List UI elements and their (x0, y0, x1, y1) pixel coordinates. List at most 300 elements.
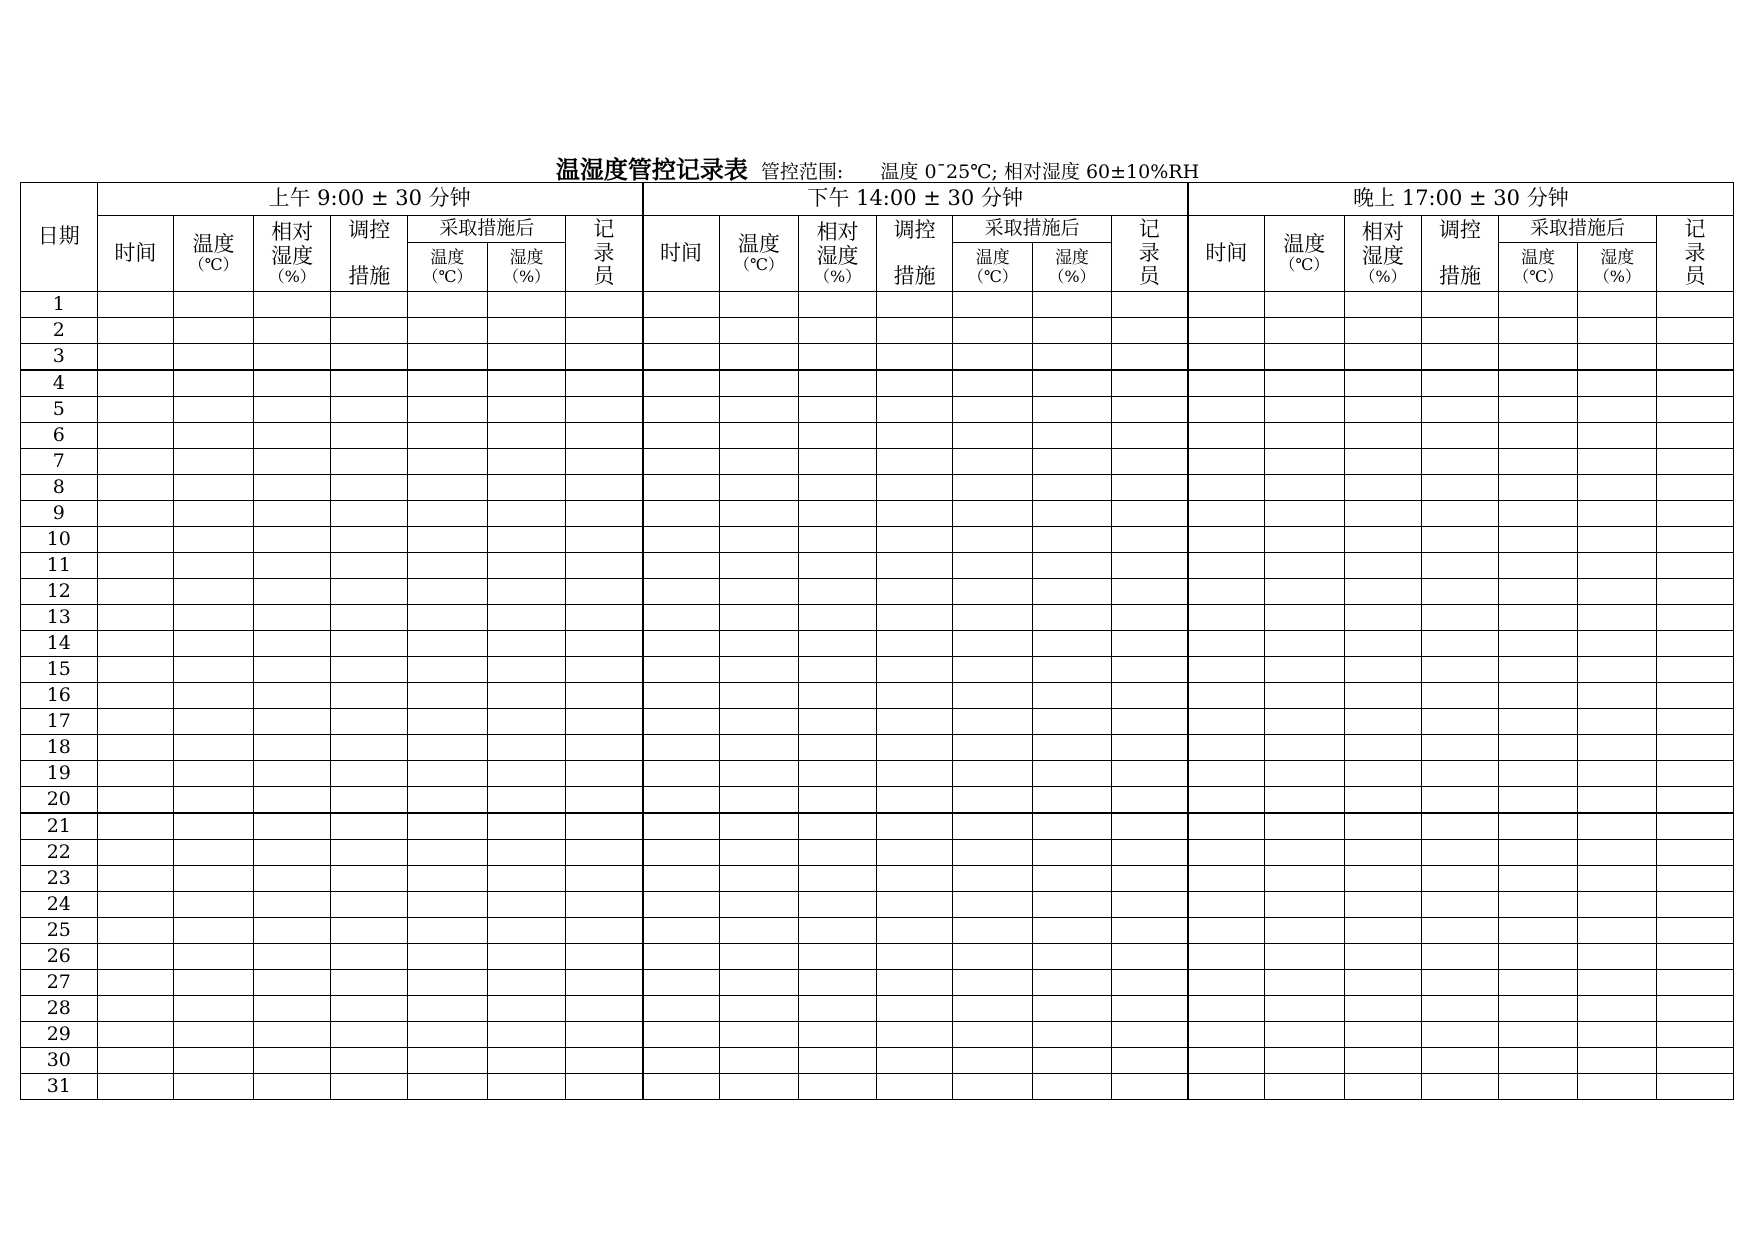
entry-cell[interactable] (1264, 605, 1344, 631)
entry-cell[interactable] (1264, 944, 1344, 970)
entry-cell[interactable] (487, 605, 566, 631)
entry-cell[interactable] (1188, 553, 1265, 579)
entry-cell[interactable] (876, 683, 953, 709)
entry-cell[interactable] (1111, 449, 1188, 475)
entry-cell[interactable] (876, 318, 953, 344)
entry-cell[interactable] (174, 397, 254, 423)
entry-cell[interactable] (1264, 683, 1344, 709)
entry-cell[interactable] (408, 423, 488, 449)
entry-cell[interactable] (1188, 840, 1265, 866)
entry-cell[interactable] (953, 475, 1033, 501)
entry-cell[interactable] (1578, 579, 1657, 605)
entry-cell[interactable] (331, 344, 408, 371)
entry-cell[interactable] (1033, 944, 1112, 970)
entry-cell[interactable] (566, 709, 643, 735)
entry-cell[interactable] (1657, 813, 1734, 840)
entry-cell[interactable] (953, 292, 1033, 318)
entry-cell[interactable] (331, 1048, 408, 1074)
entry-cell[interactable] (566, 918, 643, 944)
entry-cell[interactable] (643, 397, 720, 423)
entry-cell[interactable] (1498, 918, 1578, 944)
entry-cell[interactable] (876, 944, 953, 970)
entry-cell[interactable] (331, 996, 408, 1022)
entry-cell[interactable] (643, 709, 720, 735)
entry-cell[interactable] (643, 292, 720, 318)
entry-cell[interactable] (876, 475, 953, 501)
entry-cell[interactable] (953, 866, 1033, 892)
entry-cell[interactable] (1657, 553, 1734, 579)
entry-cell[interactable] (1344, 866, 1422, 892)
entry-cell[interactable] (953, 840, 1033, 866)
entry-cell[interactable] (1422, 318, 1499, 344)
entry-cell[interactable] (1578, 709, 1657, 735)
entry-cell[interactable] (331, 423, 408, 449)
entry-cell[interactable] (487, 1048, 566, 1074)
entry-cell[interactable] (876, 631, 953, 657)
entry-cell[interactable] (1422, 553, 1499, 579)
entry-cell[interactable] (1033, 423, 1112, 449)
entry-cell[interactable] (174, 344, 254, 371)
entry-cell[interactable] (408, 605, 488, 631)
entry-cell[interactable] (174, 761, 254, 787)
entry-cell[interactable] (799, 892, 877, 918)
entry-cell[interactable] (566, 761, 643, 787)
entry-cell[interactable] (487, 787, 566, 814)
entry-cell[interactable] (1188, 709, 1265, 735)
entry-cell[interactable] (408, 475, 488, 501)
entry-cell[interactable] (719, 631, 799, 657)
entry-cell[interactable] (1578, 370, 1657, 397)
entry-cell[interactable] (1498, 292, 1578, 318)
entry-cell[interactable] (1422, 292, 1499, 318)
entry-cell[interactable] (408, 892, 488, 918)
entry-cell[interactable] (1344, 553, 1422, 579)
entry-cell[interactable] (876, 1074, 953, 1100)
entry-cell[interactable] (719, 423, 799, 449)
entry-cell[interactable] (566, 292, 643, 318)
entry-cell[interactable] (253, 1022, 331, 1048)
entry-cell[interactable] (1264, 1048, 1344, 1074)
entry-cell[interactable] (1578, 318, 1657, 344)
entry-cell[interactable] (1344, 631, 1422, 657)
entry-cell[interactable] (331, 787, 408, 814)
entry-cell[interactable] (643, 1074, 720, 1100)
entry-cell[interactable] (1111, 605, 1188, 631)
entry-cell[interactable] (1033, 683, 1112, 709)
entry-cell[interactable] (408, 397, 488, 423)
entry-cell[interactable] (331, 813, 408, 840)
entry-cell[interactable] (174, 735, 254, 761)
entry-cell[interactable] (719, 397, 799, 423)
entry-cell[interactable] (253, 318, 331, 344)
entry-cell[interactable] (566, 735, 643, 761)
entry-cell[interactable] (876, 1022, 953, 1048)
entry-cell[interactable] (643, 370, 720, 397)
entry-cell[interactable] (1578, 605, 1657, 631)
entry-cell[interactable] (253, 787, 331, 814)
entry-cell[interactable] (566, 813, 643, 840)
entry-cell[interactable] (1657, 605, 1734, 631)
entry-cell[interactable] (331, 370, 408, 397)
entry-cell[interactable] (566, 1048, 643, 1074)
entry-cell[interactable] (799, 787, 877, 814)
entry-cell[interactable] (408, 970, 488, 996)
entry-cell[interactable] (566, 1074, 643, 1100)
entry-cell[interactable] (331, 709, 408, 735)
entry-cell[interactable] (253, 501, 331, 527)
entry-cell[interactable] (1033, 918, 1112, 944)
entry-cell[interactable] (97, 292, 174, 318)
entry-cell[interactable] (953, 787, 1033, 814)
entry-cell[interactable] (1657, 683, 1734, 709)
entry-cell[interactable] (953, 370, 1033, 397)
entry-cell[interactable] (799, 813, 877, 840)
entry-cell[interactable] (1422, 944, 1499, 970)
entry-cell[interactable] (1264, 370, 1344, 397)
entry-cell[interactable] (1422, 397, 1499, 423)
entry-cell[interactable] (487, 579, 566, 605)
entry-cell[interactable] (719, 840, 799, 866)
entry-cell[interactable] (408, 918, 488, 944)
entry-cell[interactable] (719, 475, 799, 501)
entry-cell[interactable] (799, 1048, 877, 1074)
entry-cell[interactable] (643, 918, 720, 944)
entry-cell[interactable] (97, 813, 174, 840)
entry-cell[interactable] (1264, 840, 1344, 866)
entry-cell[interactable] (1578, 761, 1657, 787)
entry-cell[interactable] (1033, 553, 1112, 579)
entry-cell[interactable] (719, 918, 799, 944)
entry-cell[interactable] (1657, 292, 1734, 318)
entry-cell[interactable] (174, 840, 254, 866)
entry-cell[interactable] (1264, 1074, 1344, 1100)
entry-cell[interactable] (799, 866, 877, 892)
entry-cell[interactable] (1111, 787, 1188, 814)
entry-cell[interactable] (408, 787, 488, 814)
entry-cell[interactable] (1264, 709, 1344, 735)
entry-cell[interactable] (1657, 787, 1734, 814)
entry-cell[interactable] (174, 631, 254, 657)
entry-cell[interactable] (174, 475, 254, 501)
entry-cell[interactable] (1264, 866, 1344, 892)
entry-cell[interactable] (876, 709, 953, 735)
entry-cell[interactable] (1657, 1048, 1734, 1074)
entry-cell[interactable] (1188, 787, 1265, 814)
entry-cell[interactable] (799, 996, 877, 1022)
entry-cell[interactable] (487, 1074, 566, 1100)
entry-cell[interactable] (1111, 866, 1188, 892)
entry-cell[interactable] (1111, 344, 1188, 371)
entry-cell[interactable] (1578, 813, 1657, 840)
entry-cell[interactable] (1264, 735, 1344, 761)
entry-cell[interactable] (1111, 892, 1188, 918)
entry-cell[interactable] (1111, 657, 1188, 683)
entry-cell[interactable] (1657, 344, 1734, 371)
entry-cell[interactable] (174, 579, 254, 605)
entry-cell[interactable] (1111, 840, 1188, 866)
entry-cell[interactable] (643, 1048, 720, 1074)
entry-cell[interactable] (799, 449, 877, 475)
entry-cell[interactable] (1498, 605, 1578, 631)
entry-cell[interactable] (1422, 344, 1499, 371)
entry-cell[interactable] (97, 527, 174, 553)
entry-cell[interactable] (799, 370, 877, 397)
entry-cell[interactable] (1188, 970, 1265, 996)
entry-cell[interactable] (174, 605, 254, 631)
entry-cell[interactable] (1344, 344, 1422, 371)
entry-cell[interactable] (1033, 605, 1112, 631)
entry-cell[interactable] (953, 892, 1033, 918)
entry-cell[interactable] (1344, 657, 1422, 683)
entry-cell[interactable] (1344, 787, 1422, 814)
entry-cell[interactable] (719, 709, 799, 735)
entry-cell[interactable] (1111, 318, 1188, 344)
entry-cell[interactable] (1111, 423, 1188, 449)
entry-cell[interactable] (1188, 423, 1265, 449)
entry-cell[interactable] (174, 866, 254, 892)
entry-cell[interactable] (97, 631, 174, 657)
entry-cell[interactable] (1657, 1074, 1734, 1100)
entry-cell[interactable] (1657, 996, 1734, 1022)
entry-cell[interactable] (253, 475, 331, 501)
entry-cell[interactable] (566, 397, 643, 423)
entry-cell[interactable] (253, 970, 331, 996)
entry-cell[interactable] (174, 370, 254, 397)
entry-cell[interactable] (1111, 292, 1188, 318)
entry-cell[interactable] (719, 318, 799, 344)
entry-cell[interactable] (174, 709, 254, 735)
entry-cell[interactable] (1422, 970, 1499, 996)
entry-cell[interactable] (174, 1022, 254, 1048)
entry-cell[interactable] (1188, 761, 1265, 787)
entry-cell[interactable] (566, 527, 643, 553)
entry-cell[interactable] (566, 370, 643, 397)
entry-cell[interactable] (876, 996, 953, 1022)
entry-cell[interactable] (1111, 970, 1188, 996)
entry-cell[interactable] (1264, 892, 1344, 918)
entry-cell[interactable] (719, 761, 799, 787)
entry-cell[interactable] (1188, 397, 1265, 423)
entry-cell[interactable] (719, 657, 799, 683)
entry-cell[interactable] (331, 292, 408, 318)
entry-cell[interactable] (1344, 918, 1422, 944)
entry-cell[interactable] (97, 944, 174, 970)
entry-cell[interactable] (97, 996, 174, 1022)
entry-cell[interactable] (953, 813, 1033, 840)
entry-cell[interactable] (487, 840, 566, 866)
entry-cell[interactable] (174, 318, 254, 344)
entry-cell[interactable] (1033, 996, 1112, 1022)
entry-cell[interactable] (487, 631, 566, 657)
entry-cell[interactable] (1422, 527, 1499, 553)
entry-cell[interactable] (487, 813, 566, 840)
entry-cell[interactable] (643, 553, 720, 579)
entry-cell[interactable] (876, 605, 953, 631)
entry-cell[interactable] (566, 553, 643, 579)
entry-cell[interactable] (1578, 527, 1657, 553)
entry-cell[interactable] (643, 579, 720, 605)
entry-cell[interactable] (953, 605, 1033, 631)
entry-cell[interactable] (253, 813, 331, 840)
entry-cell[interactable] (1033, 657, 1112, 683)
entry-cell[interactable] (1422, 605, 1499, 631)
entry-cell[interactable] (1188, 657, 1265, 683)
entry-cell[interactable] (1422, 1048, 1499, 1074)
entry-cell[interactable] (876, 344, 953, 371)
entry-cell[interactable] (1498, 370, 1578, 397)
entry-cell[interactable] (799, 605, 877, 631)
entry-cell[interactable] (1111, 944, 1188, 970)
entry-cell[interactable] (1422, 683, 1499, 709)
entry-cell[interactable] (253, 683, 331, 709)
entry-cell[interactable] (1188, 449, 1265, 475)
entry-cell[interactable] (1264, 761, 1344, 787)
entry-cell[interactable] (408, 318, 488, 344)
entry-cell[interactable] (799, 397, 877, 423)
entry-cell[interactable] (643, 657, 720, 683)
entry-cell[interactable] (1578, 344, 1657, 371)
entry-cell[interactable] (1344, 840, 1422, 866)
entry-cell[interactable] (1578, 423, 1657, 449)
entry-cell[interactable] (1264, 813, 1344, 840)
entry-cell[interactable] (331, 553, 408, 579)
entry-cell[interactable] (1578, 449, 1657, 475)
entry-cell[interactable] (487, 475, 566, 501)
entry-cell[interactable] (331, 631, 408, 657)
entry-cell[interactable] (1033, 370, 1112, 397)
entry-cell[interactable] (566, 944, 643, 970)
entry-cell[interactable] (876, 735, 953, 761)
entry-cell[interactable] (566, 787, 643, 814)
entry-cell[interactable] (331, 579, 408, 605)
entry-cell[interactable] (953, 631, 1033, 657)
entry-cell[interactable] (331, 397, 408, 423)
entry-cell[interactable] (719, 370, 799, 397)
entry-cell[interactable] (566, 449, 643, 475)
entry-cell[interactable] (566, 318, 643, 344)
entry-cell[interactable] (953, 527, 1033, 553)
entry-cell[interactable] (1344, 1074, 1422, 1100)
entry-cell[interactable] (1657, 501, 1734, 527)
entry-cell[interactable] (953, 1074, 1033, 1100)
entry-cell[interactable] (1498, 866, 1578, 892)
entry-cell[interactable] (408, 527, 488, 553)
entry-cell[interactable] (1498, 631, 1578, 657)
entry-cell[interactable] (953, 1022, 1033, 1048)
entry-cell[interactable] (1422, 475, 1499, 501)
entry-cell[interactable] (876, 840, 953, 866)
entry-cell[interactable] (1578, 1022, 1657, 1048)
entry-cell[interactable] (1422, 996, 1499, 1022)
entry-cell[interactable] (174, 527, 254, 553)
entry-cell[interactable] (1111, 761, 1188, 787)
entry-cell[interactable] (566, 423, 643, 449)
entry-cell[interactable] (1498, 892, 1578, 918)
entry-cell[interactable] (97, 605, 174, 631)
entry-cell[interactable] (1188, 579, 1265, 605)
entry-cell[interactable] (331, 683, 408, 709)
entry-cell[interactable] (408, 683, 488, 709)
entry-cell[interactable] (1498, 475, 1578, 501)
entry-cell[interactable] (1188, 813, 1265, 840)
entry-cell[interactable] (331, 318, 408, 344)
entry-cell[interactable] (408, 501, 488, 527)
entry-cell[interactable] (174, 787, 254, 814)
entry-cell[interactable] (1498, 344, 1578, 371)
entry-cell[interactable] (876, 579, 953, 605)
entry-cell[interactable] (97, 501, 174, 527)
entry-cell[interactable] (1264, 423, 1344, 449)
entry-cell[interactable] (1033, 892, 1112, 918)
entry-cell[interactable] (1033, 1074, 1112, 1100)
entry-cell[interactable] (1578, 657, 1657, 683)
entry-cell[interactable] (719, 605, 799, 631)
entry-cell[interactable] (487, 918, 566, 944)
entry-cell[interactable] (566, 1022, 643, 1048)
entry-cell[interactable] (953, 735, 1033, 761)
entry-cell[interactable] (97, 709, 174, 735)
entry-cell[interactable] (1422, 370, 1499, 397)
entry-cell[interactable] (1264, 996, 1344, 1022)
entry-cell[interactable] (1422, 449, 1499, 475)
entry-cell[interactable] (97, 423, 174, 449)
entry-cell[interactable] (1264, 527, 1344, 553)
entry-cell[interactable] (1344, 370, 1422, 397)
entry-cell[interactable] (97, 683, 174, 709)
entry-cell[interactable] (566, 657, 643, 683)
entry-cell[interactable] (643, 761, 720, 787)
entry-cell[interactable] (876, 370, 953, 397)
entry-cell[interactable] (1498, 761, 1578, 787)
entry-cell[interactable] (1111, 553, 1188, 579)
entry-cell[interactable] (1498, 683, 1578, 709)
entry-cell[interactable] (799, 657, 877, 683)
entry-cell[interactable] (1422, 892, 1499, 918)
entry-cell[interactable] (408, 579, 488, 605)
entry-cell[interactable] (1188, 318, 1265, 344)
entry-cell[interactable] (1657, 892, 1734, 918)
entry-cell[interactable] (566, 501, 643, 527)
entry-cell[interactable] (1033, 709, 1112, 735)
entry-cell[interactable] (719, 292, 799, 318)
entry-cell[interactable] (1657, 449, 1734, 475)
entry-cell[interactable] (876, 292, 953, 318)
entry-cell[interactable] (719, 892, 799, 918)
entry-cell[interactable] (331, 501, 408, 527)
entry-cell[interactable] (1578, 840, 1657, 866)
entry-cell[interactable] (1188, 631, 1265, 657)
entry-cell[interactable] (719, 944, 799, 970)
entry-cell[interactable] (408, 553, 488, 579)
entry-cell[interactable] (1111, 397, 1188, 423)
entry-cell[interactable] (253, 892, 331, 918)
entry-cell[interactable] (799, 527, 877, 553)
entry-cell[interactable] (487, 970, 566, 996)
entry-cell[interactable] (253, 761, 331, 787)
entry-cell[interactable] (1498, 813, 1578, 840)
entry-cell[interactable] (1578, 292, 1657, 318)
entry-cell[interactable] (799, 423, 877, 449)
entry-cell[interactable] (487, 657, 566, 683)
entry-cell[interactable] (643, 813, 720, 840)
entry-cell[interactable] (1422, 761, 1499, 787)
entry-cell[interactable] (253, 370, 331, 397)
entry-cell[interactable] (643, 866, 720, 892)
entry-cell[interactable] (799, 683, 877, 709)
entry-cell[interactable] (1498, 1022, 1578, 1048)
entry-cell[interactable] (331, 761, 408, 787)
entry-cell[interactable] (1422, 709, 1499, 735)
